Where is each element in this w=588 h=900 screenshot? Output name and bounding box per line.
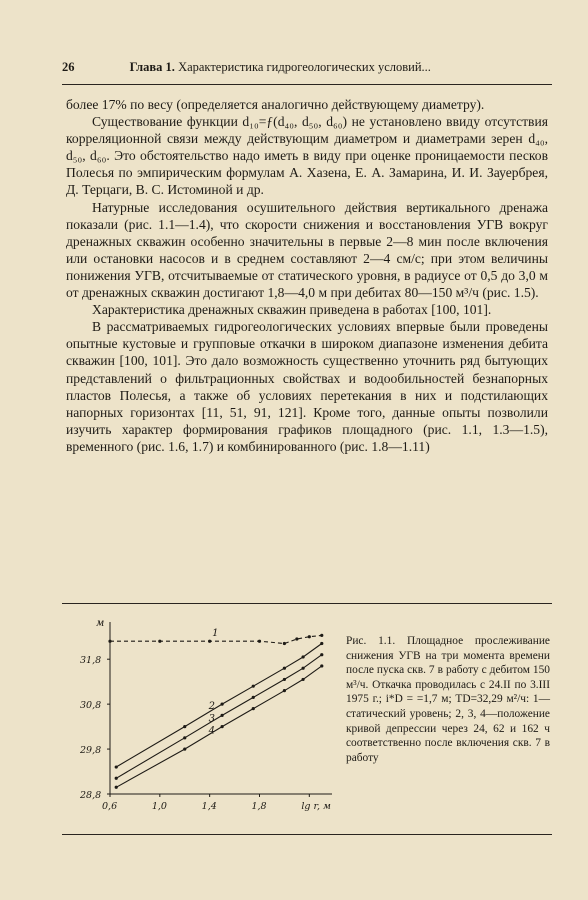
paragraph-1: более 17% по весу (определяется аналогично действующему диаметру). (66, 97, 485, 112)
series-line-3 (116, 655, 322, 779)
series-point-1 (158, 640, 161, 643)
series-point-4 (221, 725, 224, 728)
series-label-1: 1 (212, 628, 219, 640)
header-rule (62, 84, 552, 85)
chart-axes (107, 622, 332, 797)
series-point-2 (252, 685, 255, 688)
series-point-3 (252, 696, 255, 699)
series-point-1 (208, 640, 211, 643)
x-tick-label: 1,8 (251, 801, 267, 812)
series-point-4 (115, 786, 118, 789)
figure-rule-top (62, 603, 552, 604)
series-label-2: 2 (208, 701, 215, 713)
y-tick-label: 31,8 (80, 655, 102, 667)
series-point-3 (320, 653, 323, 656)
series-point-2 (320, 642, 323, 645)
series-label-4: 4 (208, 725, 215, 737)
series-point-3 (301, 667, 304, 670)
y-axis-unit: м (96, 618, 105, 629)
series-point-1 (258, 640, 261, 643)
running-head (62, 60, 562, 75)
series-point-3 (283, 678, 286, 681)
series-point-4 (283, 689, 286, 692)
series-point-3 (183, 736, 186, 739)
paragraph-2: Существование функции d₁₀=ƒ(d₄₀, d₅₀, d₆₀) не установлено ввиду отсутствия корреляционной связи между действующим диаметром и диаметрами зерен d₄₀, d₅₀, d₆₀. Это обстоятельство надо иметь в виду при оценке проницаемости песков Полесья по эмпирическим формулам А. Хазена, Е. А. Замарина, И. И. Зауербрея, Д. Терцаги, В. С. Истоминой и др. (66, 114, 548, 198)
series-point-2 (183, 725, 186, 728)
caption-text: Рис. 1.1. Площадное прослеживание снижения УГВ на три момента времени после пуска скв. 7 в работу с дебитом 150 м³/ч. Откачка проводилась с 24.II по 3.III 1975 г.; i*D = =1,7 м; TD=32,29 м²/ч: 1—статический уровень; 2, 3, 4—положение кривой депрессии через 24, 62 и 162 ч соответственно после включения скв. 7 в работу (346, 635, 550, 764)
series-point-4 (320, 664, 323, 667)
series-point-1 (283, 642, 286, 645)
series-point-1 (308, 635, 311, 638)
page-number: 26 (62, 60, 75, 74)
body-text (66, 96, 548, 455)
chart-series (108, 634, 323, 789)
chapter-label: Глава 1. (129, 60, 175, 74)
x-tick-label: lg r, м (301, 801, 331, 812)
series-point-3 (115, 777, 118, 780)
paragraph-3: Натурные исследования осушительного действия вертикального дренажа показали (рис. 1.1—1.4), что скорости снижения и восстановления УГВ вокруг дренажных скважин особенно значительны в первые 2—8 мин после включения или остановки насосов и в среднем составляют 2—4 см/с; при этом величины понижения УГВ, отсчитываемые от статического уровня, в радиусе от 0,5 до 3,0 м от дренажных скважин достигают 1,8—4,0 м при дебитах 80—150 м³/ч (рис. 1.5). (66, 199, 548, 301)
series-point-2 (301, 655, 304, 658)
series-point-2 (221, 703, 224, 706)
x-tick-label: 1,0 (151, 801, 167, 812)
paragraph-4: Характеристика дренажных скважин приведена в работах [100, 101]. (92, 302, 492, 318)
x-tick-label: 0,6 (102, 801, 118, 812)
series-point-1 (108, 640, 111, 643)
series-point-2 (283, 667, 286, 670)
series-point-3 (221, 714, 224, 717)
series-point-2 (115, 765, 118, 768)
figure-caption (346, 634, 550, 765)
x-tick-label: 1,4 (201, 801, 217, 812)
series-point-4 (183, 747, 186, 750)
y-tick-label: 29,8 (80, 745, 102, 757)
figure-rule-bottom (62, 834, 552, 835)
figure-chart (70, 610, 340, 828)
y-tick-label: 30,8 (80, 700, 102, 712)
series-line-4 (116, 666, 322, 787)
y-tick-label: 28,8 (80, 790, 102, 801)
paragraph-5: В рассматриваемых гидрогеологических условиях впервые были проведены опытные кустовые и групповые откачки в широком диапазоне изменения дебита скважин [100, 101]. Это дало возможность существенно уточнить ряд бытующих представлений о фильтрационных свойствах и водообильностей безнапорных пластов Полесья, а также об условиях перетекания в них и подстилающих напорных горизонтах [11, 51, 91, 121]. Кроме того, данные опыты позволили изучить характер формирования графиков площадного (рис. 1.1, 1.3—1.5), временного (рис. 1.6, 1.7) и комбинированного (рис. 1.8—1.11) (66, 319, 548, 454)
series-label-3: 3 (208, 713, 215, 725)
series-point-4 (301, 678, 304, 681)
series-line-2 (116, 644, 322, 768)
series-point-1 (320, 634, 323, 637)
series-point-1 (295, 637, 298, 640)
chapter-title: Характеристика гидрогеологических условий... (178, 60, 431, 74)
series-point-4 (252, 707, 255, 710)
